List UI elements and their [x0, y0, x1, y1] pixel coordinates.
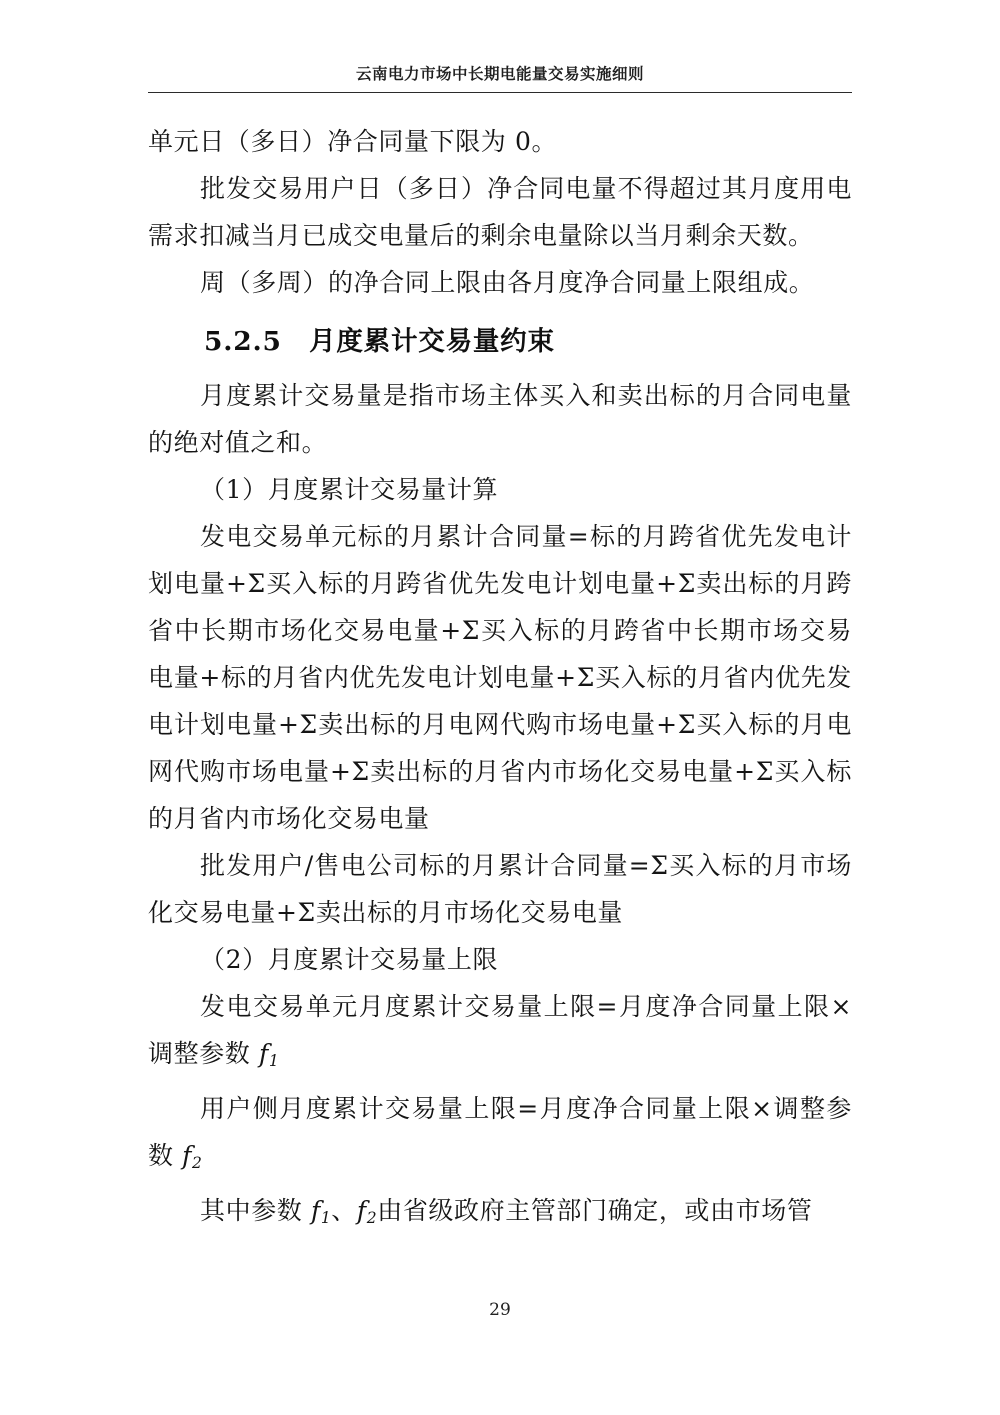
paragraph-6: 发电交易单元标的月累计合同量=标的月跨省优先发电计划电量+Σ买入标的月跨省优先发电计划电量+Σ卖出标的月跨省中长期市场化交易电量+Σ买入标的月跨省中长期市场交易电量+标的月省内优先发电计划电量+Σ买入标的月省内优先发电计划电量+Σ卖出标的月电网代购市场电量+Σ买入标的月电网代购市场电量+Σ卖出标的月省内市场化交易电量+Σ买入标的月省内市场化交易电量: [148, 522, 852, 833]
page-number: 29: [489, 1300, 511, 1320]
last-subscript-2: 2: [366, 1208, 378, 1227]
last-part-2: 、: [331, 1195, 357, 1225]
paragraph-1: 单元日（多日）净合同量下限为 0。: [148, 127, 558, 156]
formula-paragraph-1: [148, 983, 852, 1085]
formula-2-text: 用户侧月度累计交易量上限=月度净合同量上限×调整参数: [148, 1093, 852, 1170]
paragraph-4: 月度累计交易量是指市场主体买入和卖出标的月合同电量的绝对值之和。: [148, 381, 852, 457]
paragraph-3: 周（多周）的净合同上限由各月度净合同量上限组成。: [200, 268, 815, 297]
page-content: [148, 0, 852, 1415]
section-heading: 5.2.5 月度累计交易量约束: [204, 326, 555, 357]
running-header: 云南电力市场中长期电能量交易实施细则: [355, 64, 644, 83]
formula-1-symbol: f: [258, 1039, 269, 1068]
last-symbol-2: f: [356, 1195, 367, 1225]
last-part-1: 其中参数: [200, 1195, 311, 1225]
formula-2-subscript: 2: [192, 1153, 203, 1172]
header-divider: [148, 92, 852, 93]
formula-2-symbol: f: [182, 1140, 193, 1170]
formula-paragraph-2: [148, 1085, 852, 1187]
paragraph-8: （2）月度累计交易量上限: [200, 945, 499, 974]
paragraph-2: 批发交易用户日（多日）净合同电量不得超过其月度用电需求扣减当月已成交电量后的剩余电量除以当月剩余天数。: [148, 174, 852, 250]
last-symbol-1: f: [310, 1195, 321, 1225]
paragraph-last: [148, 1187, 852, 1242]
paragraph-5: （1）月度累计交易量计算: [200, 475, 499, 504]
paragraph-7: 批发用户/售电公司标的月累计合同量=Σ买入标的月市场化交易电量+Σ卖出标的月市场化交易电量: [148, 851, 852, 927]
formula-1-text: 发电交易单元月度累计交易量上限=月度净合同量上限×调整参数: [148, 992, 852, 1068]
body-text: [148, 118, 852, 1242]
formula-1-subscript: 1: [268, 1051, 280, 1070]
last-subscript-1: 1: [320, 1208, 332, 1227]
last-part-3: 由省级政府主管部门确定，或由市场管: [377, 1195, 813, 1225]
